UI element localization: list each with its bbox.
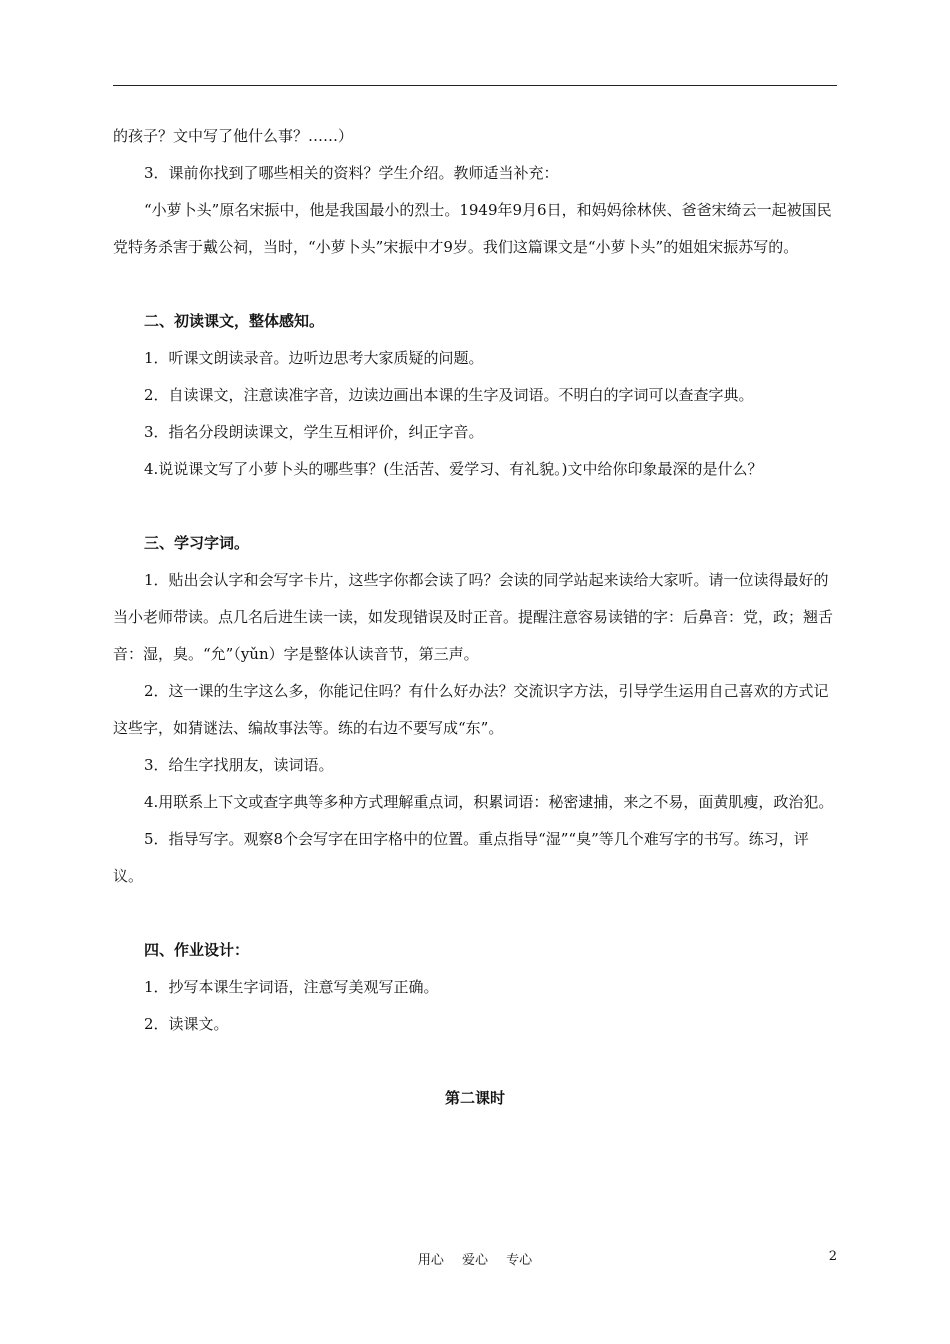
section-heading: 三、学习字词。 bbox=[144, 534, 250, 552]
list-item: 3．给生字找朋友，读词语。 bbox=[144, 756, 334, 774]
page-number: 2 bbox=[828, 1249, 837, 1264]
list-item: 1．听课文朗读录音。边听边思考大家质疑的问题。 bbox=[144, 349, 484, 367]
list-item: 4.用联系上下文或查字典等多种方式理解重点词，积累词语：秘密逮捕，来之不易，面黄肌瘦，政治犯。 bbox=[144, 793, 834, 811]
paragraph: “小萝卜头”原名宋振中，他是我国最小的烈士。1949年9月6日，和妈妈徐林侠、爸爸宋绮云一起被国民党特务杀害于戴公祠，当时，“小萝卜头”宋振中才9岁。我们这篇课文是“小萝卜头”的姐姐宋振苏写的。 bbox=[113, 201, 832, 256]
paragraph: 的孩子？文中写了他什么事？……） bbox=[113, 127, 354, 145]
list-item: 2．这一课的生字这么多，你能记住吗？有什么好办法？交流识字方法，引导学生运用自己喜欢的方式记这些字，如猜谜法、编故事法等。练的右边不要写成“东”。 bbox=[113, 682, 829, 737]
footer-motto: 用心 爱心 专心 bbox=[417, 1253, 533, 1268]
lesson-title: 第二课时 bbox=[444, 1089, 505, 1107]
list-item: 1．贴出会认字和会写字卡片，这些字你都会读了吗？会读的同学站起来读给大家听。请一位读得最好的当小老师带读。点几名后进生读一读，如发现错误及时正音。提醒注意容易读错的字：后鼻音：党，政；翘舌音：湿，臭。“允”（yǔn）字是整体认读音节，第三声。 bbox=[113, 571, 834, 663]
list-item: 5．指导写字。观察8个会写字在田字格中的位置。重点指导“湿”“臭”等几个难写字的书写。练习，评议。 bbox=[113, 830, 809, 885]
paragraph: 3．课前你找到了哪些相关的资料？学生介绍。教师适当补充： bbox=[144, 164, 559, 182]
list-item: 4.说说课文写了小萝卜头的哪些事？(生活苦、爱学习、有礼貌。)文中给你印象最深的是什么？ bbox=[144, 460, 763, 478]
section-heading: 二、初读课文，整体感知。 bbox=[144, 312, 325, 330]
list-item: 3．指名分段朗读课文，学生互相评价，纠正字音。 bbox=[144, 423, 484, 441]
list-item: 2．读课文。 bbox=[144, 1015, 229, 1033]
header-rule bbox=[113, 85, 837, 86]
list-item: 1．抄写本课生字词语，注意写美观写正确。 bbox=[144, 978, 439, 996]
document-body bbox=[113, 118, 837, 1117]
list-item: 2．自读课文，注意读准字音，边读边画出本课的生字及词语。不明白的字词可以查查字典。 bbox=[144, 386, 754, 404]
section-heading: 四、作业设计： bbox=[144, 941, 250, 959]
